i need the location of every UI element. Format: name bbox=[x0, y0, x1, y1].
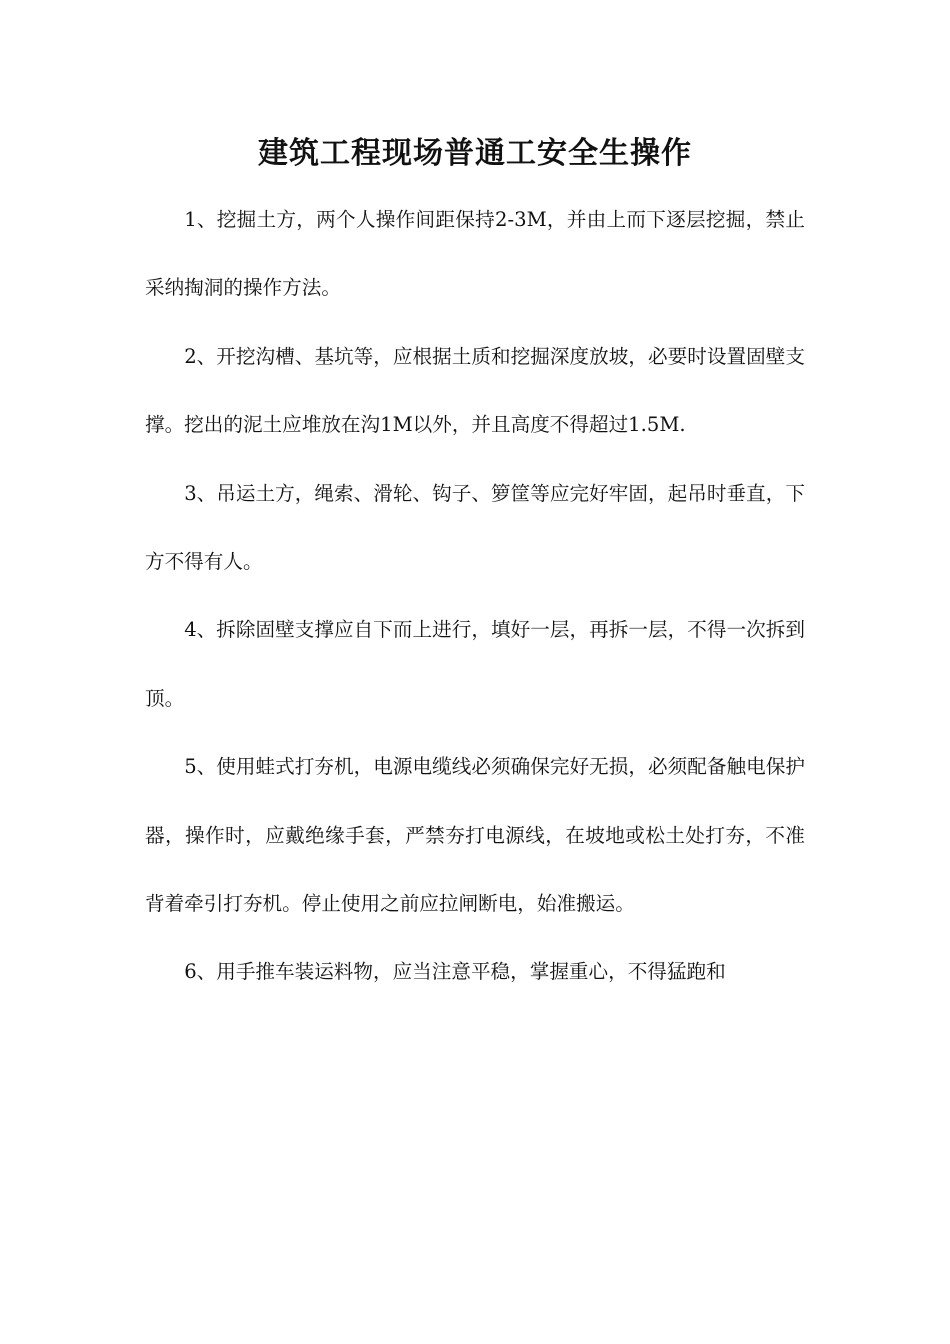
paragraph-6: 6、用手推车装运料物，应当注意平稳，掌握重心，不得猛跑和 bbox=[184, 960, 726, 984]
page-title: 建筑工程现场普通工安全生操作 bbox=[258, 136, 692, 171]
paragraph-3: 3、吊运土方，绳索、滑轮、钩子、箩筐等应完好牢固，起吊时垂直，下方不得有人。 bbox=[145, 481, 805, 574]
paragraph-2: 2、开挖沟槽、基坑等，应根据土质和挖掘深度放坡，必要时设置固壁支撑。挖出的泥土应堆放在沟1M以外，并且高度不得超过1.5M. bbox=[145, 344, 805, 437]
paragraph-1: 1、挖掘土方，两个人操作间距保持2-3M，并由上而下逐层挖掘，禁止采纳掏洞的操作方法。 bbox=[145, 208, 805, 300]
paragraph-5: 5、使用蛙式打夯机，电源电缆线必须确保完好无损，必须配备触电保护器，操作时，应戴绝缘手套，严禁夯打电源线，在坡地或松土处打夯，不准背着牵引打夯机。停止使用之前应拉闸断电，始准搬运。 bbox=[145, 755, 805, 916]
paragraph-4: 4、拆除固壁支撑应自下而上进行，填好一层，再拆一层，不得一次拆到顶。 bbox=[145, 618, 805, 710]
document-body bbox=[145, 186, 805, 1007]
